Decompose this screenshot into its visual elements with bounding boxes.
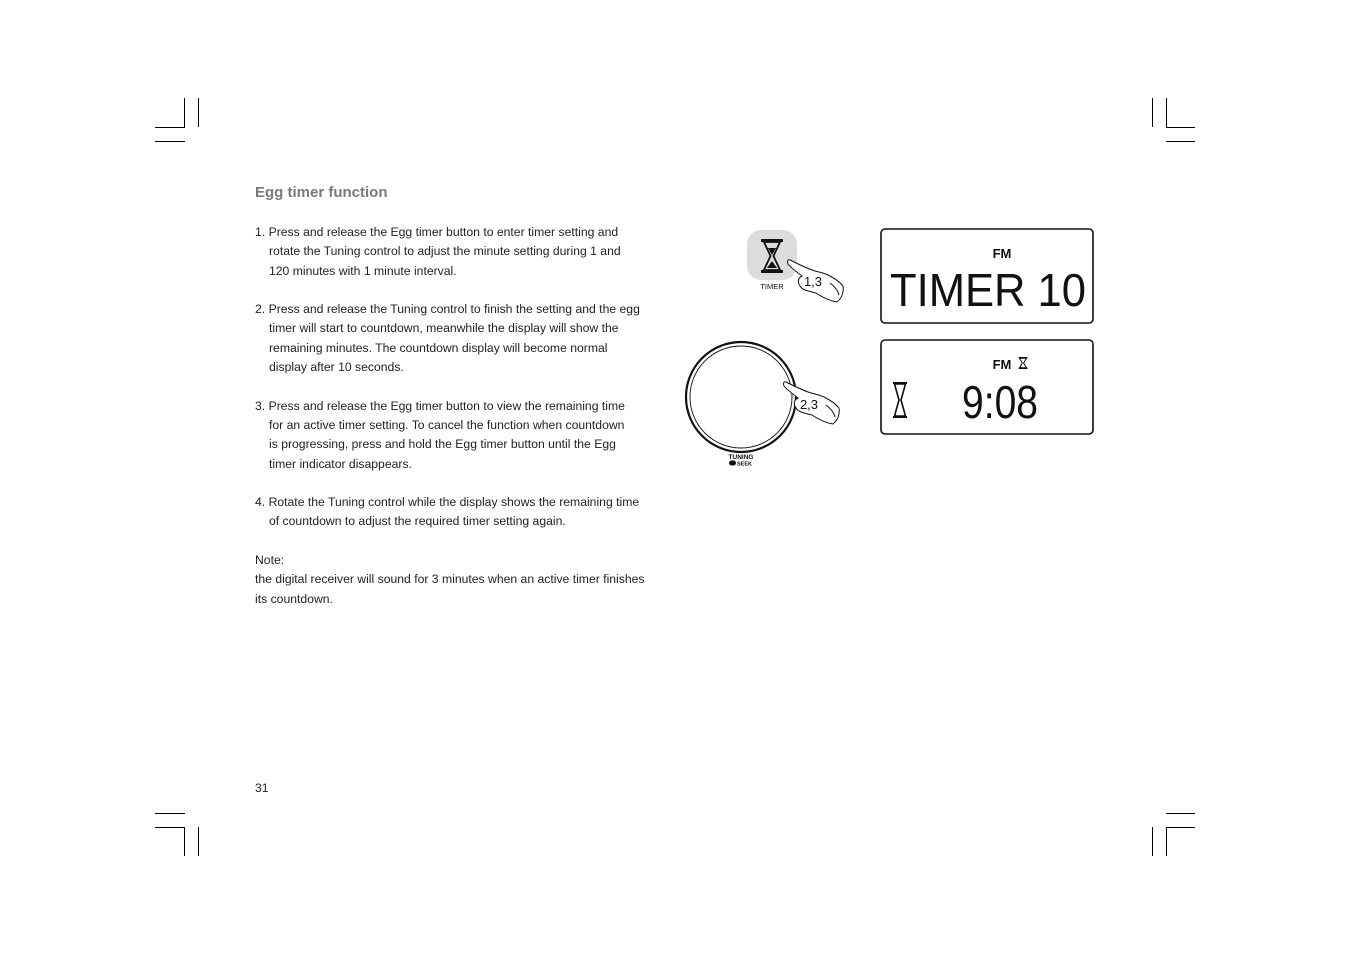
instruction-list	[255, 223, 675, 609]
step-number: 1.	[255, 225, 266, 239]
section-title: Egg timer function	[255, 184, 388, 201]
timer-button-label: TIMER	[760, 282, 784, 291]
instruction-step-2	[255, 300, 675, 377]
step-text: Rotate the Tuning control while the display shows the remaining time	[268, 495, 640, 510]
lcd-band-indicator: FM	[992, 357, 1012, 372]
crop-mark	[1166, 827, 1195, 828]
seek-indicator	[729, 461, 736, 466]
step-text: for an active timer setting. To cancel the function when countdown	[269, 417, 625, 432]
step-number: 3.	[255, 398, 266, 413]
step-number: 2.	[255, 302, 266, 317]
step-text: Press and release the Tuning control to finish the setting and the egg	[268, 302, 640, 317]
crop-mark	[1166, 127, 1195, 128]
step-text: remaining minutes. The countdown display will become normal	[269, 340, 608, 355]
crop-mark	[155, 141, 185, 142]
step-text: rotate the Tuning control to adjust the minute setting during 1 and	[269, 244, 621, 259]
crop-mark	[1152, 827, 1153, 856]
crop-mark	[198, 827, 199, 856]
crop-mark	[155, 127, 185, 128]
tuning-knob	[686, 342, 796, 452]
tuning-knob-label: TUNING	[728, 454, 754, 461]
instruction-step-1	[255, 223, 675, 281]
device-illustration	[680, 222, 1100, 482]
crop-mark	[1152, 98, 1153, 127]
step-text: 120 minutes with 1 minute interval.	[269, 263, 457, 278]
device-illustration-svg	[680, 222, 1100, 482]
note-heading: Note:	[255, 553, 285, 568]
step-text: Press and release the Egg timer button to enter timer setting and	[268, 225, 619, 239]
lcd-countdown-time: 9:08	[962, 376, 1038, 428]
crop-mark	[198, 98, 199, 127]
instruction-step-4	[255, 493, 675, 532]
crop-mark	[1166, 141, 1195, 142]
seek-label: SEEK	[737, 461, 752, 468]
page-number: 31	[255, 781, 269, 795]
step-text: of countdown to adjust the required timer setting again.	[269, 514, 566, 529]
step-text: timer indicator disappears.	[269, 456, 412, 471]
crop-mark	[155, 813, 185, 814]
step-text: Press and release the Egg timer button to view the remaining time	[268, 398, 625, 413]
step-number: 4.	[255, 495, 266, 510]
step-text: timer will start to countdown, meanwhile the display will show the	[269, 321, 619, 336]
crop-mark	[1166, 98, 1167, 127]
note-text: the digital receiver will sound for 3 minutes when an active timer finishes	[255, 572, 645, 587]
lcd-timer-text: TIMER 10	[890, 264, 1086, 316]
crop-mark	[184, 98, 185, 127]
step-text: is progressing, press and hold the Egg timer button until the Egg	[269, 437, 616, 452]
lcd-band-indicator: FM	[992, 246, 1012, 261]
crop-mark	[1166, 827, 1167, 856]
note	[255, 551, 675, 609]
note-text: its countdown.	[255, 591, 333, 606]
tuning-callout: 2,3	[799, 397, 819, 412]
crop-mark	[184, 827, 185, 856]
step-text: display after 10 seconds.	[269, 360, 404, 375]
timer-callout: 1,3	[803, 274, 823, 289]
crop-mark	[1166, 813, 1195, 814]
instruction-step-3	[255, 397, 675, 474]
crop-mark	[155, 827, 185, 828]
timer-button	[747, 230, 797, 280]
